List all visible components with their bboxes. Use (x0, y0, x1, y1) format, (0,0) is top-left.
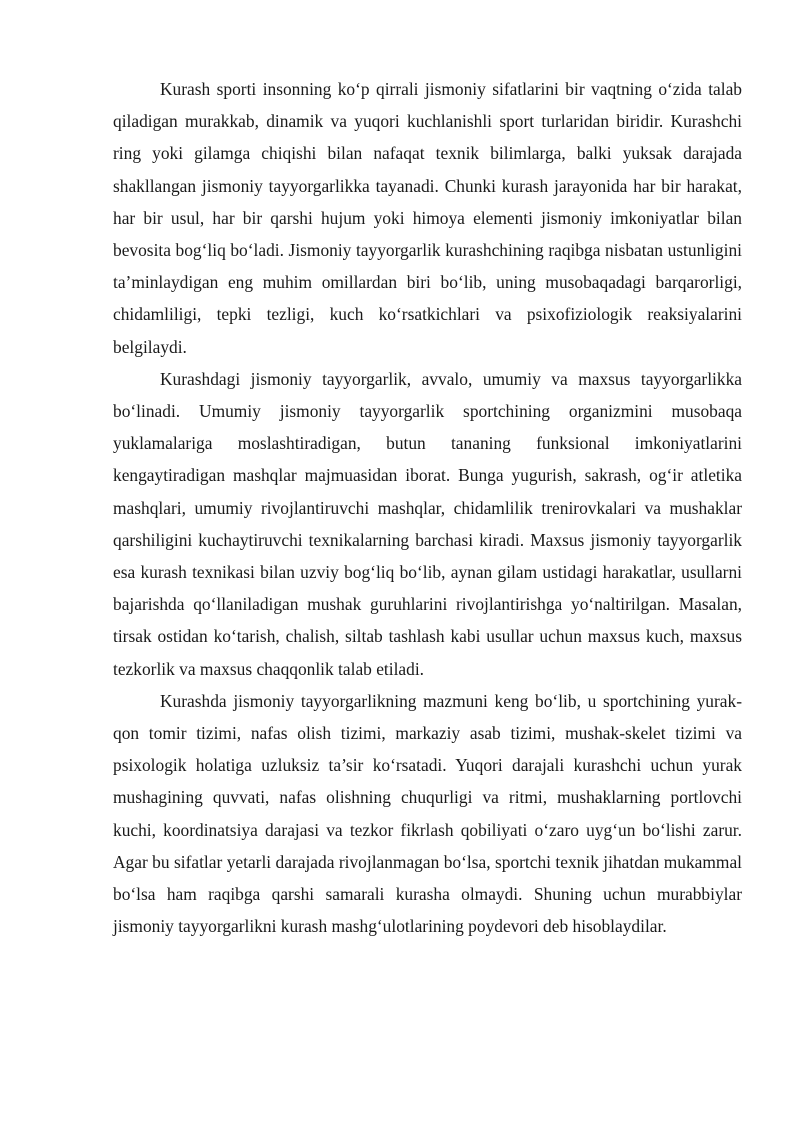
body-text (113, 73, 742, 942)
paragraph-3: Kurashda jismoniy tayyorgarlikning mazmuni keng bo‘lib, u sportchining yurak-qon tomir tizimi, nafas olish tizimi, markaziy asab tizimi, mushak-skelet tizimi va psixologik holatiga uzluksiz ta’sir ko‘rsatadi. Yuqori darajali kurashchi uchun yurak mushagining quvvati, nafas olishning chuqurligi va ritmi, mushaklarning portlovchi kuchi, koordinatsiya darajasi va tezkor fikrlash qobiliyati o‘zaro uyg‘un bo‘lishi zarur. Agar bu sifatlar yetarli darajada rivojlanmagan bo‘lsa, sportchi texnik jihatdan mukammal bo‘lsa ham raqibga qarshi samarali kurasha olmaydi. Shuning uchun murabbiylar jismoniy tayyorgarlikni kurash mashg‘ulotlarining poydevori deb hisoblaydilar. (113, 690, 742, 937)
paragraph-1: Kurash sporti insonning ko‘p qirrali jismoniy sifatlarini bir vaqtning o‘zida talab qiladigan murakkab, dinamik va yuqori kuchlanishli sport turlaridan biridir. Kurashchi ring yoki gilamga chiqishi bilan nafaqat texnik bilimlarga, balki yuksak darajada shakllangan jismoniy tayyorgarlikka tayanadi. Chunki kurash jarayonida har bir harakat, har bir usul, har bir qarshi hujum yoki himoya elementi jismoniy imkoniyatlar bilan bevosita bog‘liq bo‘ladi. Jismoniy tayyorgarlik kurashchining raqibga nisbatan ustunligini ta’minlaydigan eng muhim omillardan biri bo‘lib, uning musobaqadagi barqarorligi, chidamliligi, tepki tezligi, kuch ko‘rsatkichlari va psixofiziologik reaksiyalarini belgilaydi. (113, 79, 742, 357)
paragraph-2: Kurashdagi jismoniy tayyorgarlik, avvalo, umumiy va maxsus tayyorgarlikka bo‘linadi. Umumiy jismoniy tayyorgarlik sportchining organizmini musobaqa yuklamalariga moslashtiradigan, butun tananing funksional imkoniyatlarini kengaytiradigan mashqlar majmuasidan iborat. Bunga yugurish, sakrash, og‘ir atletika mashqlari, umumiy rivojlantiruvchi mashqlar, chidamlilik trenirovkalari va mushaklar qarshiligini kuchaytiruvchi texnikalarning barchasi kiradi. Maxsus jismoniy tayyorgarlik esa kurash texnikasi bilan uzviy bog‘liq bo‘lib, aynan gilam ustidagi harakatlar, usullarni bajarishda qo‘llaniladigan mushak guruhlarini rivojlantirishga yo‘naltirilgan. Masalan, tirsak ostidan ko‘tarish, chalish, siltab tashlash kabi usullar uchun maxsus kuch, maxsus tezkorlik va maxsus chaqqonlik talab etiladi. (113, 368, 742, 679)
